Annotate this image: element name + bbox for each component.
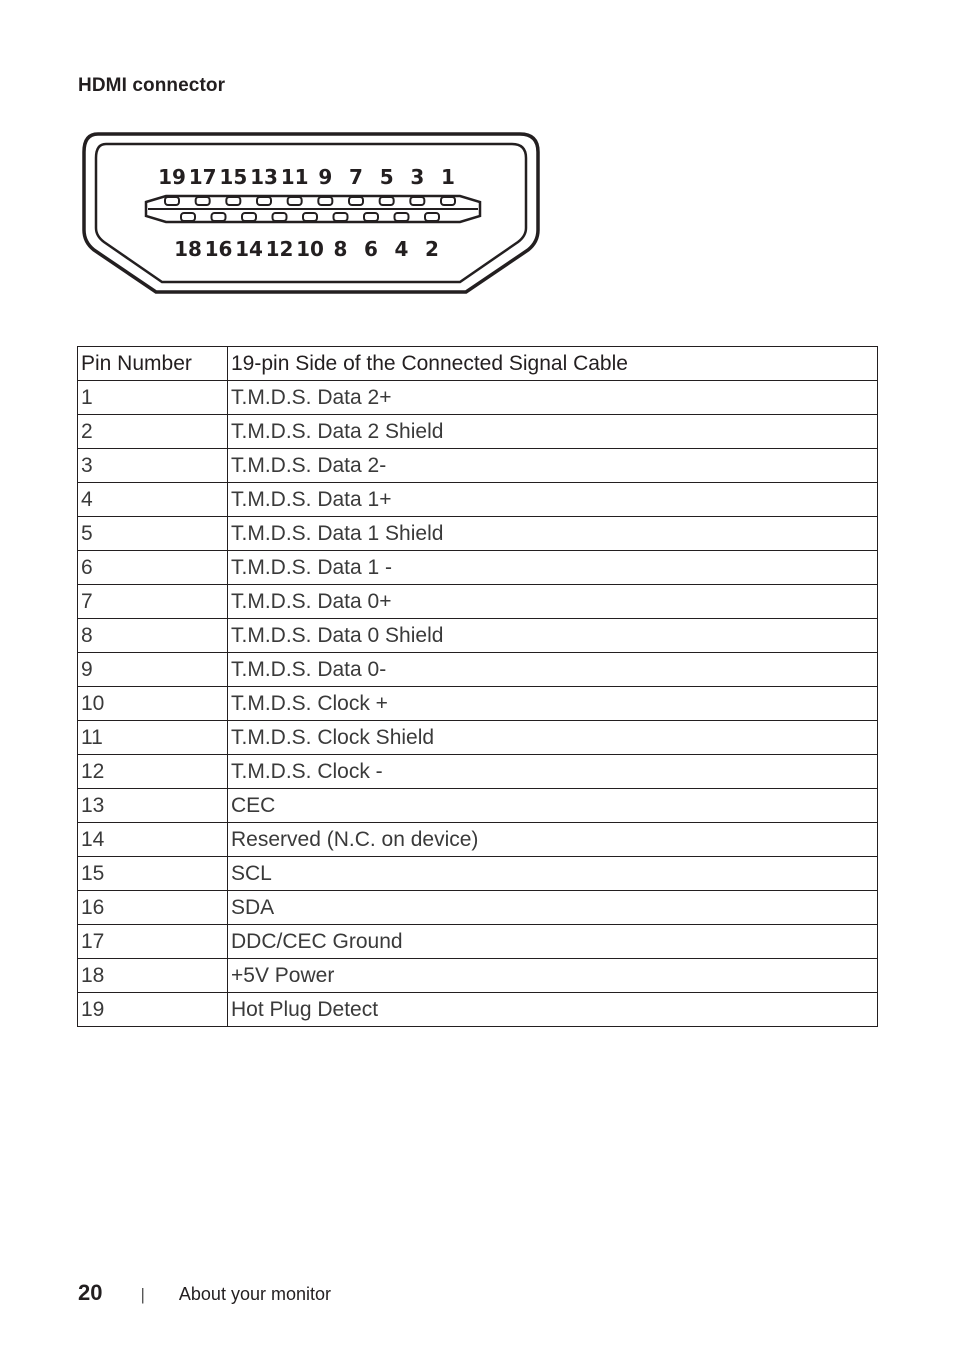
top-pin [257, 197, 271, 205]
pin-number-cell: 13 [78, 789, 228, 823]
pin-number-cell: 16 [78, 891, 228, 925]
bottom-pin-row [181, 213, 439, 221]
top-pin [196, 197, 210, 205]
footer-section-name: About your monitor [178, 1284, 331, 1304]
top-pin [410, 197, 424, 205]
pin-number-cell: 6 [78, 551, 228, 585]
bottom-pin-label: 6 [364, 237, 378, 261]
table-row [78, 449, 878, 483]
top-pin-row [165, 197, 455, 205]
signal-cell: T.M.D.S. Data 2+ [228, 381, 878, 415]
signal-cell: T.M.D.S. Clock - [228, 755, 878, 789]
pin-number-cell: 8 [78, 619, 228, 653]
table-row [78, 653, 878, 687]
top-pin [165, 197, 179, 205]
top-pin [380, 197, 394, 205]
signal-cell: Reserved (N.C. on device) [228, 823, 878, 857]
table-row [78, 721, 878, 755]
bottom-pin [242, 213, 256, 221]
top-pin [441, 197, 455, 205]
signal-cell: T.M.D.S. Data 0- [228, 653, 878, 687]
header-signal: 19-pin Side of the Connected Signal Cable [228, 347, 878, 381]
top-pin [226, 197, 240, 205]
bottom-pin-label: 4 [394, 237, 409, 261]
top-pin-label: 15 [219, 165, 248, 189]
pin-assignment-table [77, 346, 878, 1027]
signal-cell: T.M.D.S. Clock Shield [228, 721, 878, 755]
page-number: 20 [78, 1280, 103, 1305]
signal-cell: Hot Plug Detect [228, 993, 878, 1027]
table-row [78, 891, 878, 925]
bottom-pin-label: 8 [333, 237, 348, 261]
pin-number-cell: 11 [78, 721, 228, 755]
pin-number-cell: 15 [78, 857, 228, 891]
signal-cell: T.M.D.S. Data 1 - [228, 551, 878, 585]
pin-number-cell: 19 [78, 993, 228, 1027]
signal-cell: DDC/CEC Ground [228, 925, 878, 959]
hdmi-connector-diagram [80, 130, 542, 298]
top-pin [288, 197, 302, 205]
top-pin-label: 11 [280, 165, 309, 189]
signal-cell: T.M.D.S. Clock + [228, 687, 878, 721]
footer-separator: | [140, 1285, 145, 1304]
bottom-pin-label: 2 [425, 237, 439, 261]
bottom-pin-label: 14 [235, 237, 263, 261]
table-row [78, 857, 878, 891]
top-pin [318, 197, 332, 205]
header-pin-number: Pin Number [78, 347, 228, 381]
bottom-pin-label: 16 [204, 237, 233, 261]
signal-cell: T.M.D.S. Data 2 Shield [228, 415, 878, 449]
table-row [78, 517, 878, 551]
bottom-pin [395, 213, 409, 221]
signal-cell: T.M.D.S. Data 0+ [228, 585, 878, 619]
page-footer [78, 1280, 331, 1306]
top-pin-label: 7 [349, 165, 363, 189]
bottom-pin-label: 10 [296, 237, 324, 261]
signal-cell: T.M.D.S. Data 1+ [228, 483, 878, 517]
bottom-pin [425, 213, 439, 221]
bottom-pin [303, 213, 317, 221]
table-row [78, 925, 878, 959]
bottom-pin [212, 213, 226, 221]
signal-cell: T.M.D.S. Data 1 Shield [228, 517, 878, 551]
top-pin-labels [158, 165, 455, 189]
pin-number-cell: 10 [78, 687, 228, 721]
table-row [78, 959, 878, 993]
signal-cell: T.M.D.S. Data 0 Shield [228, 619, 878, 653]
pin-number-cell: 2 [78, 415, 228, 449]
bottom-pin [181, 213, 195, 221]
pin-number-cell: 17 [78, 925, 228, 959]
pin-number-cell: 12 [78, 755, 228, 789]
table-header-row [78, 347, 878, 381]
top-pin-label: 5 [379, 165, 394, 189]
bottom-pin [334, 213, 348, 221]
bottom-pin [273, 213, 287, 221]
top-pin-label: 9 [318, 165, 333, 189]
signal-cell: SCL [228, 857, 878, 891]
table-row [78, 619, 878, 653]
pin-number-cell: 1 [78, 381, 228, 415]
pin-number-cell: 18 [78, 959, 228, 993]
table-row [78, 483, 878, 517]
section-title: HDMI connector [78, 75, 226, 96]
pin-number-cell: 7 [78, 585, 228, 619]
top-pin-label: 13 [250, 165, 278, 189]
pin-number-cell: 3 [78, 449, 228, 483]
table-row [78, 551, 878, 585]
top-pin-label: 19 [158, 165, 186, 189]
bottom-pin-label: 18 [174, 237, 202, 261]
table-row [78, 823, 878, 857]
signal-cell: T.M.D.S. Data 2- [228, 449, 878, 483]
table-row [78, 789, 878, 823]
top-pin [349, 197, 363, 205]
top-pin-label: 1 [441, 165, 455, 189]
signal-cell: SDA [228, 891, 878, 925]
pin-number-cell: 9 [78, 653, 228, 687]
table-row [78, 415, 878, 449]
table-row [78, 687, 878, 721]
top-pin-label: 17 [188, 165, 217, 189]
pin-number-cell: 14 [78, 823, 228, 857]
signal-cell: CEC [228, 789, 878, 823]
signal-cell: +5V Power [228, 959, 878, 993]
pin-number-cell: 5 [78, 517, 228, 551]
table-row [78, 755, 878, 789]
table-row [78, 381, 878, 415]
bottom-pin [364, 213, 378, 221]
table-row [78, 585, 878, 619]
bottom-pin-labels [174, 237, 439, 261]
table-row [78, 993, 878, 1027]
pin-number-cell: 4 [78, 483, 228, 517]
top-pin-label: 3 [410, 165, 425, 189]
bottom-pin-label: 12 [265, 237, 294, 261]
